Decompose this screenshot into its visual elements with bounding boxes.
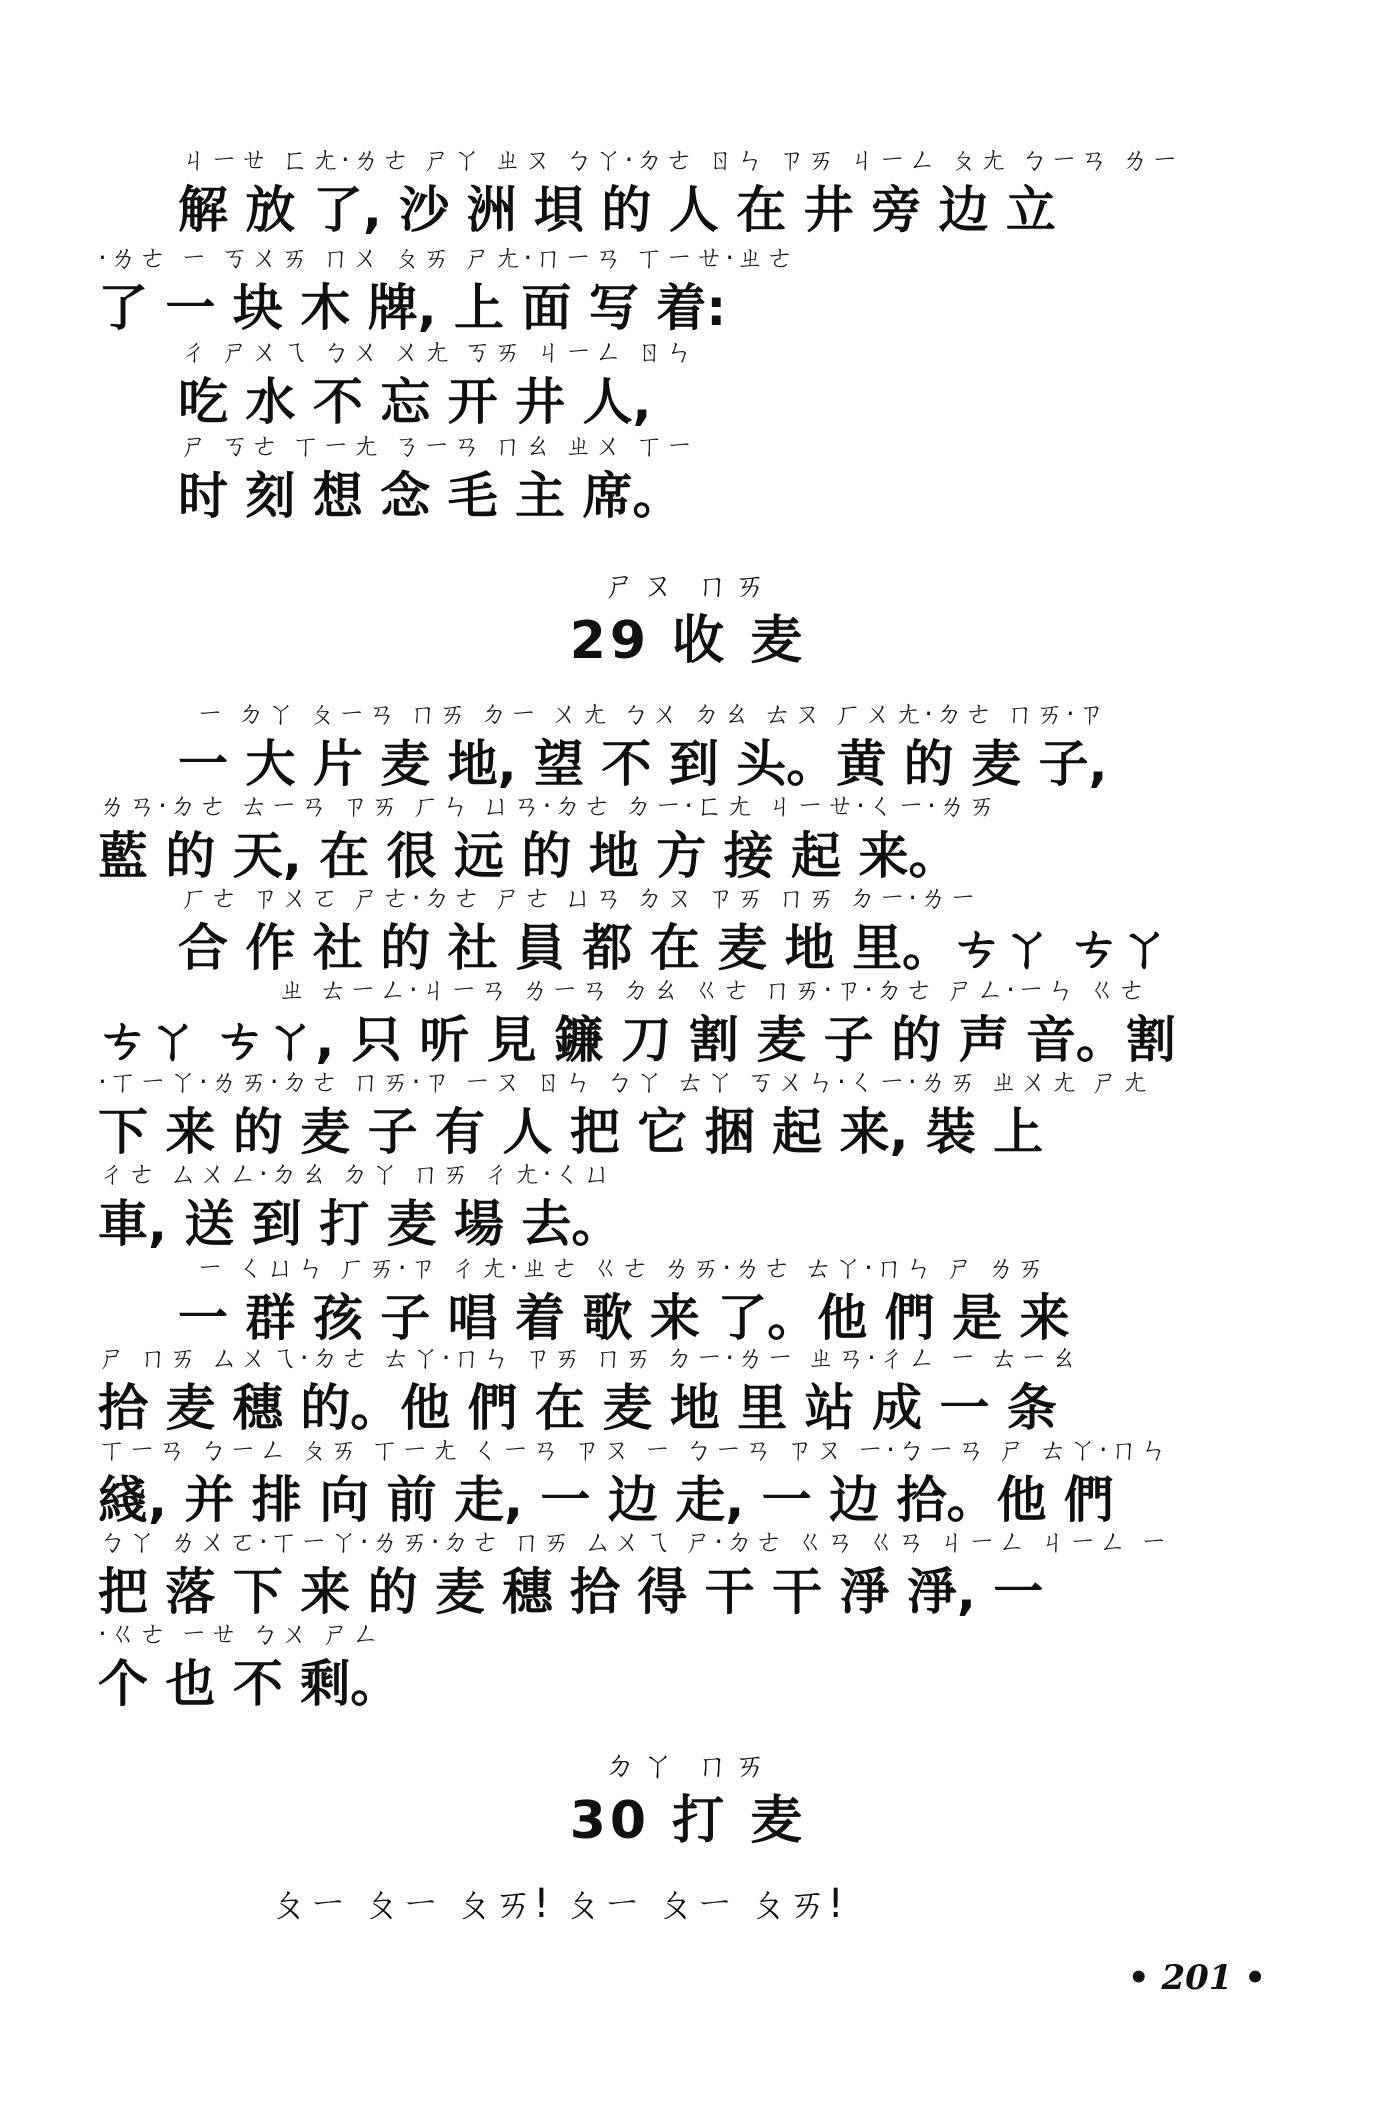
zhuyin-annotation: ㄅㄚ ㄌㄨㄛ·ㄒㄧㄚ·ㄌㄞ·ㄉㄜ ㄇㄞ ㄙㄨㄟ ㄕ·ㄉㄜ ㄍㄢ ㄍㄢ ㄐㄧㄥ ㄐㄧㄥ ㄧ [98,1525,1170,1558]
zhuyin-annotation: ㄏㄜ ㄗㄨㄛ ㄕㄜ·ㄉㄜ ㄕㄜ ㄩㄢ ㄉㄡ ㄗㄞ ㄇㄞ ㄉㄧ·ㄌㄧ [180,881,980,914]
zhuyin-annotation: ·ㄒㄧㄚ·ㄌㄞ·ㄉㄜ ㄇㄞ·ㄗ ㄧㄡ ㄖㄣ ㄅㄚ ㄊㄚ ㄎㄨㄣ·ㄑㄧ·ㄌㄞ ㄓㄨㄤ ㄕㄤ [98,1065,1151,1098]
text-line: 綫, 并 排 向 前 走, 一 边 走, 一 边 拾。他 們 [98,1471,1114,1529]
zhuyin-annotation: ㄧ ㄉㄚ ㄆㄧㄢ ㄇㄞ ㄉㄧ ㄨㄤ ㄅㄨ ㄉㄠ ㄊㄡ ㄏㄨㄤ·ㄉㄜ ㄇㄞ·ㄗ [196,697,1107,730]
text-line: 把 落 下 来 的 麦 穗 拾 得 干 干 淨 淨, 一 [98,1563,1044,1621]
zhuyin-annotation: ㄧ ㄑㄩㄣ ㄏㄞ·ㄗ ㄔㄤ·ㄓㄜ ㄍㄜ ㄌㄞ·ㄌㄜ ㄊㄚ·ㄇㄣ ㄕ ㄌㄞ [196,1251,1047,1284]
lesson-29-title: 29 收 麦 [569,611,807,671]
text-line: 一 大 片 麦 地, 望 不 到 头。黄 的 麦 子, [178,735,1108,793]
zhuyin-annotation: ㄕ ㄇㄞ ㄙㄨㄟ·ㄉㄜ ㄊㄚ·ㄇㄣ ㄗㄞ ㄇㄞ ㄉㄧ·ㄌㄧ ㄓㄢ·ㄔㄥ ㄧ ㄊㄧㄠ [98,1341,1080,1374]
text-line: 藍 的 天, 在 很 远 的 地 方 接 起 来。 [98,827,959,885]
lesson-30-title: 30 打 麦 [569,1791,807,1851]
zhuyin-annotation: ㄌㄢ·ㄉㄜ ㄊㄧㄢ ㄗㄞ ㄏㄣ ㄩㄢ·ㄉㄜ ㄉㄧ·ㄈㄤ ㄐㄧㄝ·ㄑㄧ·ㄌㄞ [98,789,998,822]
zhuyin-annotation: ·ㄌㄜ ㄧ ㄎㄨㄞ ㄇㄨ ㄆㄞ ㄕㄤ·ㄇㄧㄢ ㄒㄧㄝ·ㄓㄜ [98,241,797,274]
text-line: 車, 送 到 打 麦 場 去。 [98,1195,622,1253]
zhuyin-annotation: ㄐㄧㄝ ㄈㄤ·ㄌㄜ ㄕㄚ ㄓㄡ ㄅㄚ·ㄉㄜ ㄖㄣ ㄗㄞ ㄐㄧㄥ ㄆㄤ ㄅㄧㄢ ㄌㄧ [180,143,1181,176]
lesson-29-title-zhuyin: ㄕㄡ ㄇㄞ [603,566,773,604]
text-line: 解 放 了, 沙 洲 垻 的 人 在 井 旁 边 立 [178,181,1056,239]
zhuyin-annotation: ㄓ ㄊㄧㄥ·ㄐㄧㄢ ㄌㄧㄢ ㄉㄠ ㄍㄜ ㄇㄞ·ㄗ·ㄉㄜ ㄕㄥ·ㄧㄣ ㄍㄜ [278,973,1148,1006]
zhuyin-annotation: ·ㄍㄜ ㄧㄝ ㄅㄨ ㄕㄥ [98,1617,382,1650]
text-line: ㄆㄧ ㄆㄧ ㄆㄞ! ㄆㄧ ㄆㄧ ㄆㄞ! [268,1881,844,1927]
text-line: 一 群 孩 子 唱 着 歌 来 了。他 們 是 来 [178,1289,1070,1347]
zhuyin-annotation: ㄔ ㄕㄨㄟ ㄅㄨ ㄨㄤ ㄎㄞ ㄐㄧㄥ ㄖㄣ [180,335,696,368]
zhuyin-annotation: ㄒㄧㄢ ㄅㄧㄥ ㄆㄞ ㄒㄧㄤ ㄑㄧㄢ ㄗㄡ ㄧ ㄅㄧㄢ ㄗㄡ ㄧ·ㄅㄧㄢ ㄕ ㄊㄚ·ㄇㄣ [98,1433,1170,1466]
text-line: 下 来 的 麦 子 有 人 把 它 捆 起 来, 裝 上 [98,1103,1044,1161]
text-line: 了 一 块 木 牌, 上 面 写 着: [98,279,727,337]
text-line: 时 刻 想 念 毛 主 席。 [178,467,683,525]
text-line: 吃 水 不 忘 开 井 人, [178,373,652,431]
zhuyin-annotation: ㄕ ㄎㄜ ㄒㄧㄤ ㄋㄧㄢ ㄇㄠ ㄓㄨ ㄒㄧ [180,429,696,462]
lesson-30-title-zhuyin: ㄉㄚ ㄇㄞ [603,1746,773,1784]
page-number: • 201 • [1127,1958,1266,1998]
text-line: ㄘㄚ ㄘㄚ, 只 听 見 鐮 刀 割 麦 子 的 声 音。割 [98,1011,1176,1069]
text-line: 拾 麦 穗 的。他 們 在 麦 地 里 站 成 一 条 [98,1379,1057,1437]
text-line: 个 也 不 剩。 [98,1655,401,1713]
text-line: 合 作 社 的 社 員 都 在 麦 地 里。ㄘㄚ ㄘㄚ [178,919,1170,977]
zhuyin-annotation: ㄔㄜ ㄙㄨㄥ·ㄉㄠ ㄉㄚ ㄇㄞ ㄔㄤ·ㄑㄩ [98,1157,614,1190]
